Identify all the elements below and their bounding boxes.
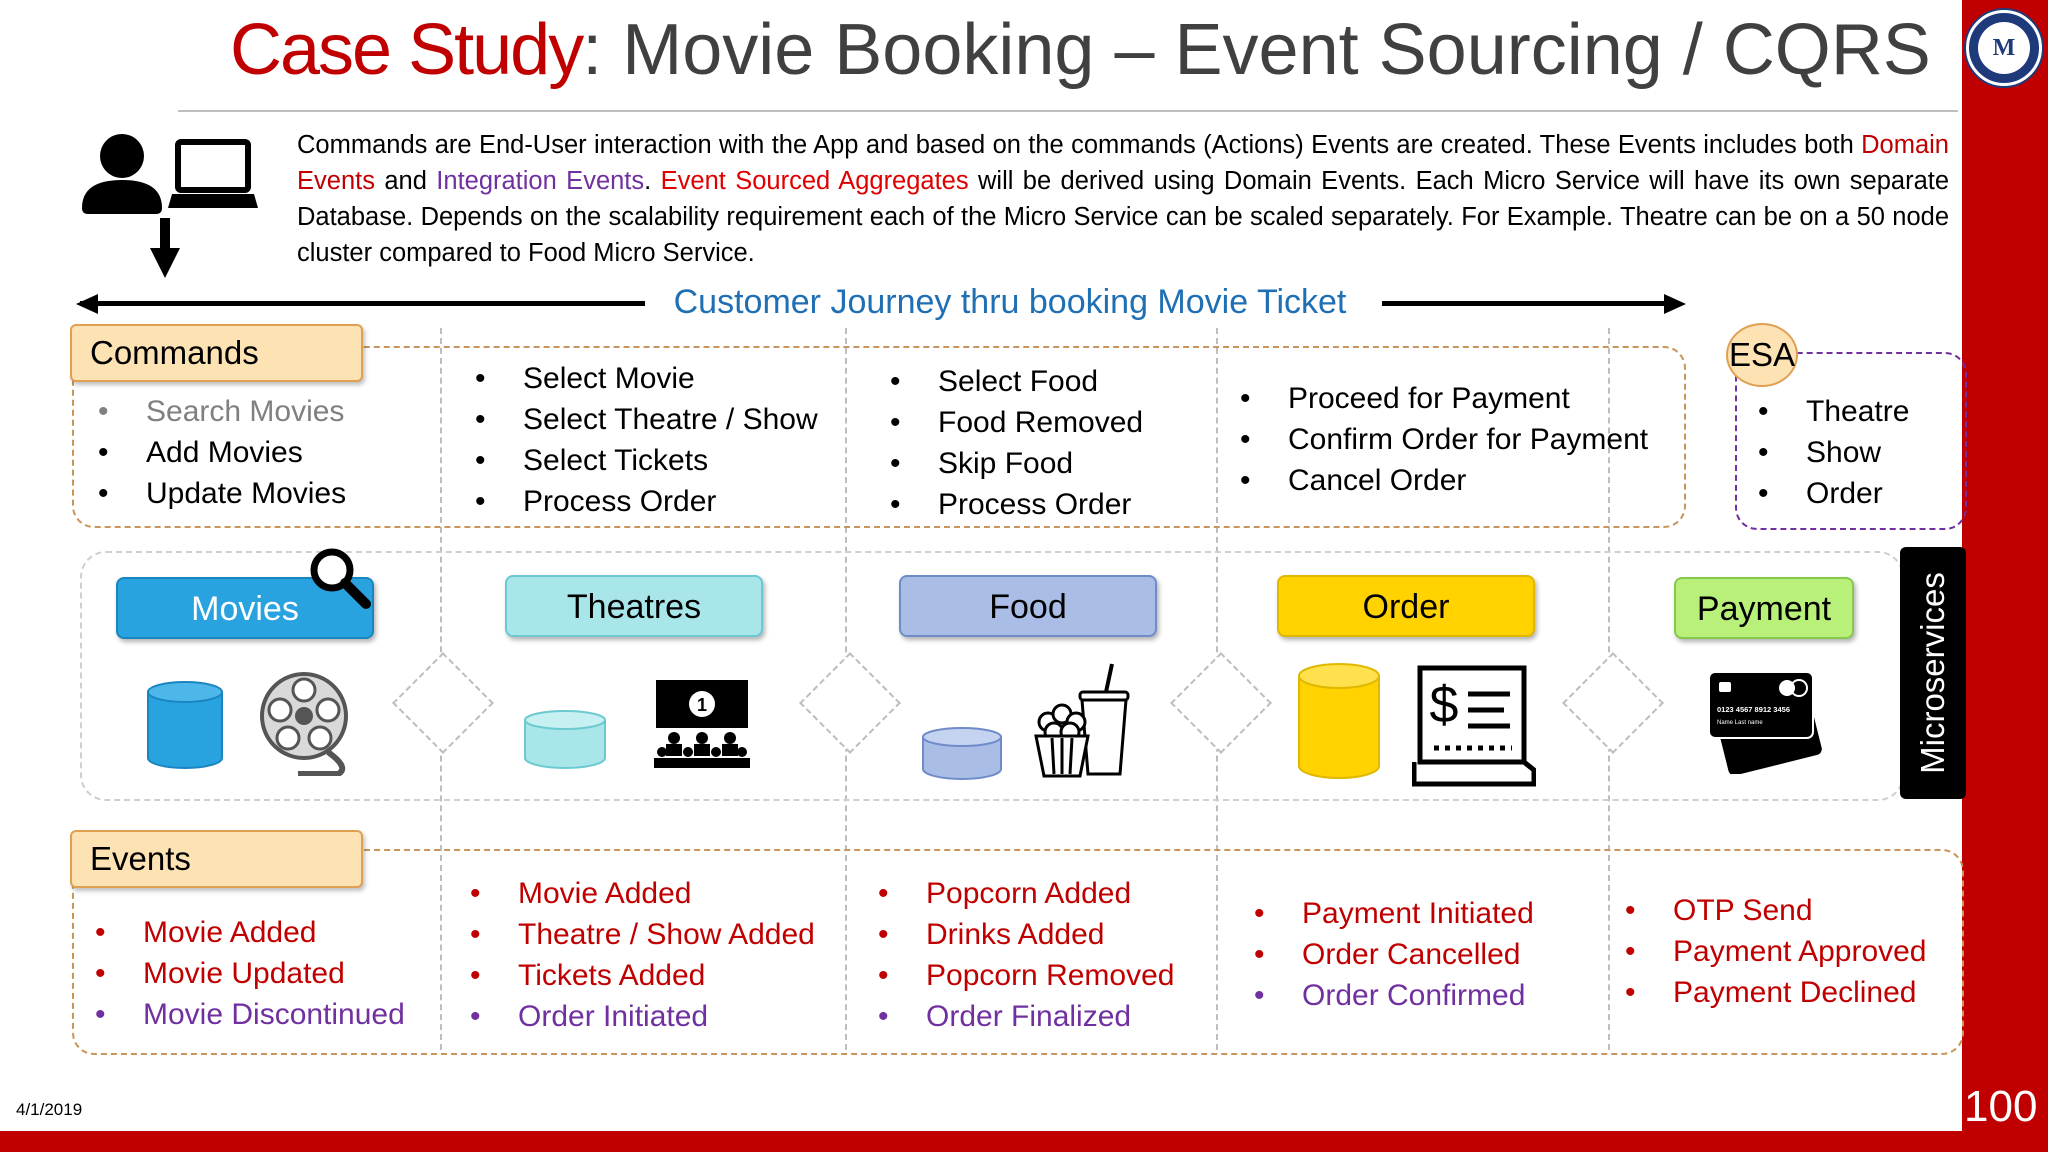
slide-title [230,10,1931,90]
list-item: • Movie Updated [95,953,405,994]
list-item: • Payment Declined [1625,972,1927,1013]
order-database-icon [1297,662,1381,782]
journey-arrow-left-line [80,301,645,306]
service-food: Food [899,575,1157,637]
list-item: • Payment Approved [1625,931,1927,972]
film-reel-icon [258,670,354,776]
list-item: • Select Movie [475,358,818,399]
journey-arrow-right-line [1382,301,1672,306]
theatre-screen-icon [652,678,752,770]
list-item: • Select Food [890,361,1143,402]
title-rest: : Movie Booking – Event Sourcing / CQRS [582,10,1931,90]
institution-logo: M [1966,10,2042,86]
service-payment: Payment [1674,577,1854,639]
list-item: • OTP Send [1625,890,1927,931]
list-item: • Order Cancelled [1254,934,1534,975]
card-number: 0123 4567 8912 3456 [1717,705,1790,714]
ticket-number: 1 [696,695,708,715]
theatres-database-icon [523,710,607,770]
service-order: Order [1277,575,1535,637]
list-item: • Proceed for Payment [1240,378,1648,419]
receipt-icon [1412,664,1536,792]
movies-database-icon [146,680,224,770]
esa-term: Event Sourced Aggregates [660,167,969,195]
title-prefix: Case Study [230,10,583,90]
list-item: • Food Removed [890,402,1143,443]
commands-food-list [890,361,1143,525]
events-food-list [878,873,1174,1037]
events-payment-list [1625,890,1927,1013]
esa-tag: ESA [1726,323,1798,387]
journey-label: Customer Journey thru booking Movie Ticket [673,283,1347,321]
list-item: • Order Confirmed [1254,975,1534,1016]
arrow-right-icon [1662,292,1686,316]
list-item: • Order Initiated [470,996,815,1037]
events-order-list [1254,893,1534,1016]
list-item: • Cancel Order [1240,460,1648,501]
list-item: • Select Tickets [475,440,818,481]
microservices-label: Microservices [1900,547,1966,799]
popcorn-drink-icon [1030,660,1136,780]
credit-card-icon [1707,668,1825,774]
commands-order-list [1240,378,1648,501]
list-item: • Confirm Order for Payment [1240,419,1648,460]
list-item: • Search Movies [98,391,346,432]
food-database-icon [921,727,1003,781]
list-item: • Theatre [1758,391,1909,432]
card-name: Name Last name [1717,720,1763,726]
list-item: • Popcorn Removed [878,955,1174,996]
events-theatres-list [470,873,815,1037]
arrow-left-icon [76,292,100,316]
service-movies: Movies [116,577,374,639]
user-laptop-icon [80,128,260,283]
commands-tag: Commands [70,324,363,382]
commands-theatres-list [475,358,818,522]
list-item: • Movie Added [470,873,815,914]
list-item: • Payment Initiated [1254,893,1534,934]
events-tag: Events [70,830,363,888]
page-number: 100 [1964,1082,2038,1131]
list-item: • Tickets Added [470,955,815,996]
list-item: • Movie Discontinued [95,994,405,1035]
integration-events-term: Integration Events [436,167,645,195]
list-item: • Add Movies [98,432,346,473]
title-rule [178,110,1958,112]
domain-events-term: Domain Events [297,131,1949,195]
list-item: • Show [1758,432,1909,473]
list-item: • Update Movies [98,473,346,514]
service-theatres: Theatres [505,575,763,637]
slide-date: 4/1/2019 [16,1100,83,1119]
list-item: • Process Order [475,481,818,522]
svg-text:$: $ [1429,676,1459,734]
list-item: • Order [1758,473,1909,514]
bottom-brand-bar [0,1131,2048,1152]
list-item: • Movie Added [95,912,405,953]
list-item: • Skip Food [890,443,1143,484]
list-item: • Drinks Added [878,914,1174,955]
list-item: • Popcorn Added [878,873,1174,914]
list-item: • Order Finalized [878,996,1174,1037]
commands-movies-list [98,391,346,514]
intro-paragraph: Commands are End-User interaction with the App and based on the commands (Actions) Events are created. These Events includes both Domain Events and Integration Events. Event Sourced Aggregates will be derived using Domain Events. Each Micro Service will have its own separate Database. Depends on the scalability requirement each of the Micro Service can be scaled separately. For Example. Theatre can be on a 50 node cluster compared to Food Micro Service. [297,131,1950,267]
right-brand-bar [1962,0,2048,1152]
list-item: • Theatre / Show Added [470,914,815,955]
esa-list [1758,391,1909,514]
list-item: • Process Order [890,484,1143,525]
magnifier-icon [306,544,372,610]
list-item: • Select Theatre / Show [475,399,818,440]
events-movies-list [95,912,405,1035]
